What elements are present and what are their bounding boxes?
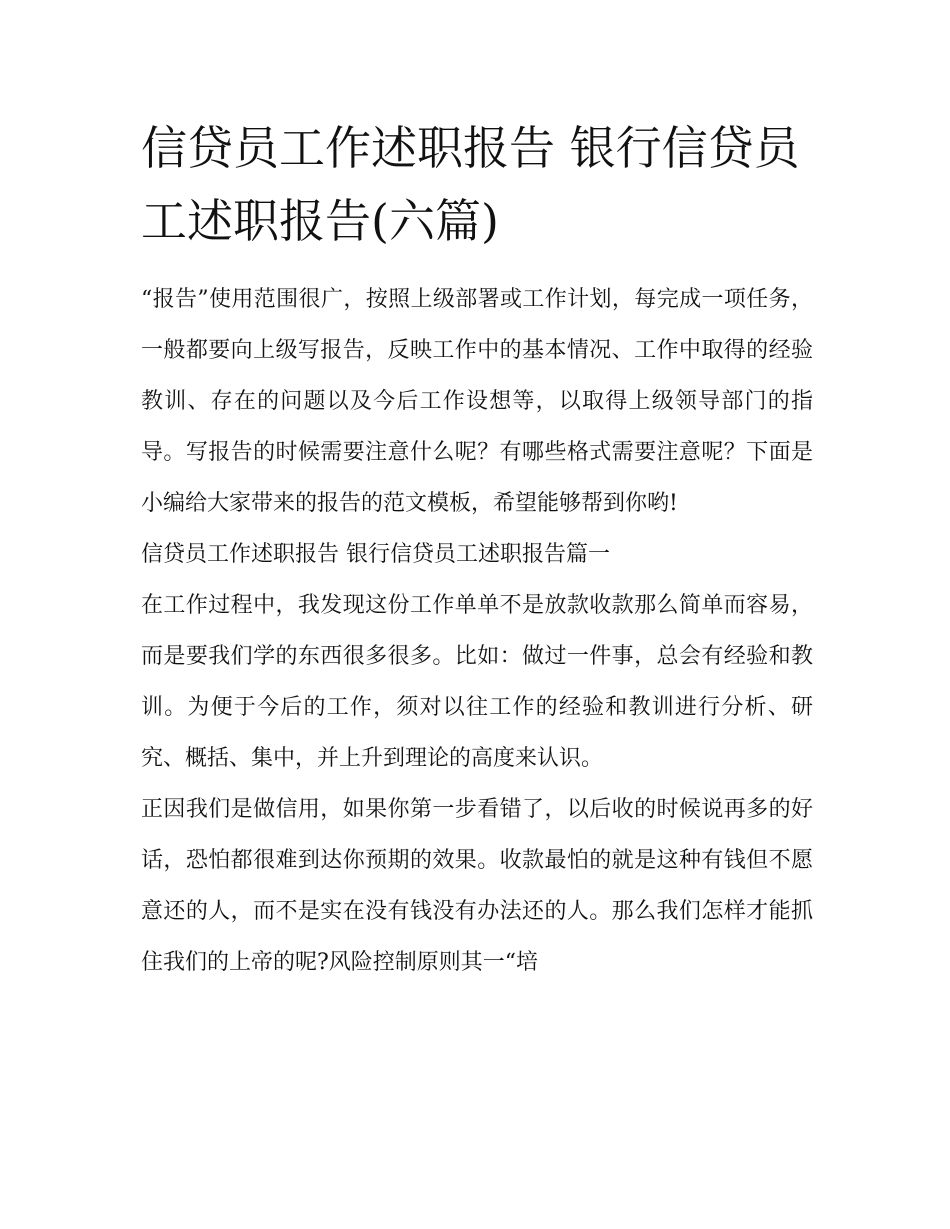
intro-paragraph: “报告”使用范围很广，按照上级部署或工作计划，每完成一项任务，一般都要向上级写报告，反映工作中的基本情况、工作中取得的经验教训、存在的问题以及今后工作设想等，以取得上级领导部门的指导。写报告的时候需要注意什么呢？有哪些格式需要注意呢？下面是小编给大家带来的报告的范文模板，希望能够帮到你哟! (141, 287, 813, 516)
document-title: 信贷员工作述职报告 银行信贷员工述职报告(六篇) (141, 121, 800, 248)
section-heading: 信贷员工作述职报告 银行信贷员工述职报告篇一 (141, 542, 610, 567)
document-body (141, 112, 813, 988)
body-paragraph-2: 正因我们是做信用，如果你第一步看错了，以后收的时候说再多的好话，恐怕都很难到达你预期的效果。收款最怕的就是这种有钱但不愿意还的人，而不是实在没有钱没有办法还的人。那么我们怎样才能抓住我们的上帝的呢?风险控制原则其一“培 (141, 797, 813, 975)
body-paragraph-1: 在工作过程中，我发现这份工作单单不是放款收款那么简单而容易，而是要我们学的东西很多很多。比如：做过一件事，总会有经验和教训。为便于今后的工作，须对以往工作的经验和教训进行分析、研究、概括、集中，并上升到理论的高度来认识。 (141, 593, 813, 771)
